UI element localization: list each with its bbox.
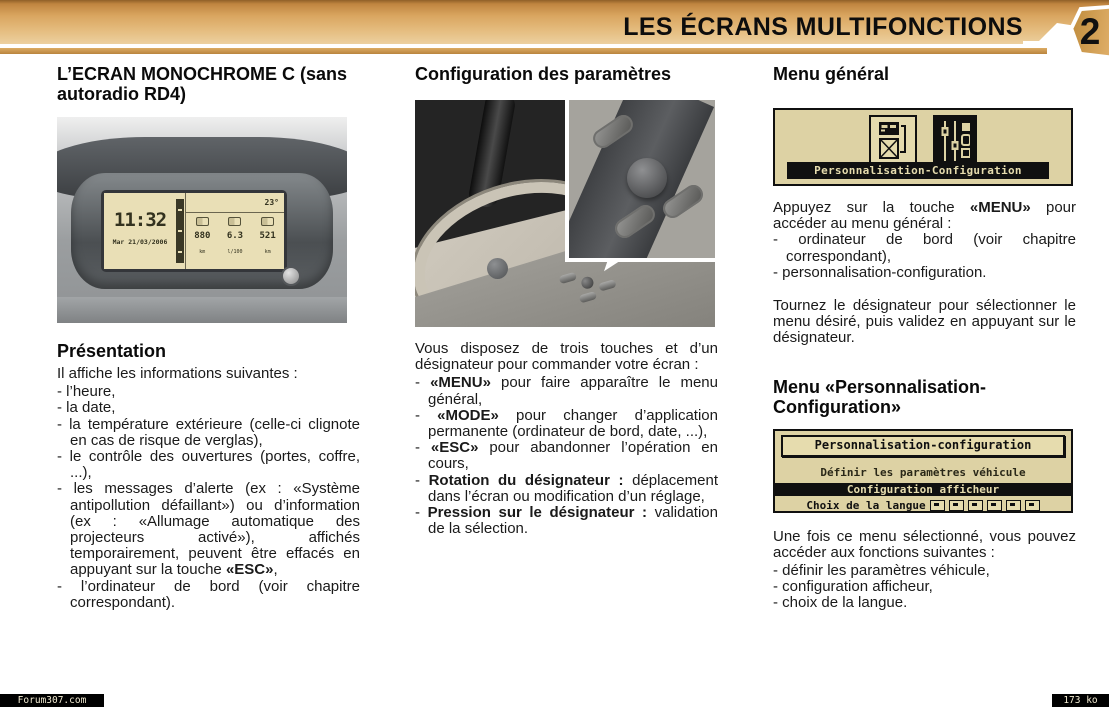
perso-row-vehicle-params: Définir les paramètres véhicule	[820, 465, 1026, 479]
controls-inset-zoom	[565, 100, 715, 262]
controls-list	[415, 375, 718, 537]
language-flag-icon	[949, 500, 964, 511]
menu-general-screen	[773, 108, 1073, 186]
designator-knob-small	[580, 275, 595, 290]
presentation-heading: Présentation	[57, 341, 167, 361]
lcd-time: 11:32	[113, 209, 167, 232]
consumption-unit: l/100	[227, 249, 243, 256]
lcd-time-block	[104, 193, 176, 269]
presentation-intro: Il affiche les informations suivantes :	[57, 365, 298, 382]
fuel-range-icon	[196, 217, 209, 226]
consumption-value: 6.3	[226, 231, 244, 242]
distance-unit: km	[264, 249, 271, 256]
selected-menu-label: Personnalisation-Configuration	[787, 162, 1049, 179]
esc-button	[598, 279, 617, 291]
distance-value: 521	[259, 231, 276, 242]
chapter-number-badge	[1069, 5, 1109, 59]
designator-para: Tournez le désignateur pour sélectionner le menu désiré, puis validez en appuyant sur le désignateur.	[773, 297, 1076, 347]
watermark-site: Forum307.com	[0, 694, 104, 707]
perso-functions-list	[773, 563, 1076, 612]
lcd-menu-bar	[176, 199, 184, 263]
page-title: LES ÉCRANS MULTIFONCTIONS	[623, 13, 1023, 41]
column2-title: Configuration des paramètres	[415, 64, 672, 84]
list-item: - définir les paramètres véhicule,	[773, 563, 1076, 579]
lcd-trip-icons	[186, 217, 284, 226]
display-binnacle	[71, 173, 333, 289]
consumption-icon	[228, 217, 241, 226]
language-flag-icon	[968, 500, 983, 511]
column-configuration	[415, 64, 718, 537]
lcd-date: Mar 21/03/2006	[112, 237, 168, 246]
perso-screen-title: Personnalisation-configuration	[781, 435, 1065, 457]
list-item: - les messages d’alerte (ex : «Système antipollution défaillant») ou d’information (ex : «Allumage automatique des projecteurs activé»), affichés temporairement, peuvent être effacés en appuyant sur la touche «ESC»,	[57, 481, 360, 578]
list-item: - l’heure,	[57, 384, 360, 400]
column1-title: L’ECRAN MONOCHROME C (sans autoradio RD4)	[57, 64, 348, 104]
list-item: - Rotation du désignateur : déplacement dans l’écran ou modification d’un réglage,	[415, 473, 718, 505]
display-button	[281, 266, 301, 286]
list-item: - le contrôle des ouvertures (portes, coffre, ...),	[57, 449, 360, 481]
menu-perso-heading: Menu «Personnalisation-Configuration»	[773, 376, 987, 417]
dashboard-display-photo	[57, 117, 347, 323]
display-info-list	[57, 384, 360, 611]
language-flag-icon	[987, 500, 1002, 511]
distance-icon	[261, 217, 274, 226]
perso-row-display-config-selected: Configuration afficheur	[775, 483, 1071, 496]
list-item: - «MENU» pour faire apparaître le menu général,	[415, 375, 718, 407]
console-round-button	[487, 258, 508, 279]
list-item: - personnalisation-configuration.	[773, 265, 1076, 281]
list-item: - configuration afficheur,	[773, 579, 1076, 595]
list-item: - ordinateur de bord (voir chapitre correspondant),	[773, 232, 1076, 264]
menu-general-list	[773, 232, 1076, 281]
language-flag-icon	[930, 500, 945, 511]
language-flag-icon	[1006, 500, 1021, 511]
monochrome-screen	[101, 190, 287, 272]
designator-knob	[627, 158, 667, 198]
menu-icons-row	[775, 110, 1071, 167]
perso-config-screen	[773, 429, 1073, 513]
mode-button	[579, 291, 598, 303]
list-item: - choix de la langue.	[773, 595, 1076, 611]
column-menus	[773, 64, 1076, 612]
range-value: 880	[194, 231, 211, 242]
lcd-trip-block	[185, 193, 284, 269]
list-item: - Pression sur le désignateur : validation de la sélection.	[415, 505, 718, 537]
lcd-content	[104, 193, 284, 269]
perso-row-language: Choix de la langue	[775, 498, 1071, 514]
console-controls-photo	[415, 100, 715, 327]
dashboard-sill	[57, 297, 347, 323]
range-unit: km	[199, 249, 206, 256]
language-flag-icon	[1025, 500, 1040, 511]
chapter-number: 2	[1079, 11, 1101, 52]
lcd-temperature: 23°	[186, 193, 284, 213]
column-monochrome-screen	[57, 64, 360, 611]
header-divider-gold	[0, 48, 1047, 54]
page-header	[0, 0, 1109, 44]
trip-computer-icon	[869, 115, 917, 167]
list-item: - «ESC» pour abandonner l’opération en cours,	[415, 440, 718, 472]
configuration-intro: Vous disposez de trois touches et d’un désignateur pour commander votre écran :	[415, 340, 718, 374]
list-item: - la date,	[57, 400, 360, 416]
list-item: - la température extérieure (celle-ci clignote en cas de risque de verglas),	[57, 417, 360, 449]
lcd-trip-values	[186, 228, 284, 260]
settings-sliders-icon	[933, 115, 977, 167]
list-item: - l’ordinateur de bord (voir chapitre correspondant).	[57, 579, 360, 611]
menu-general-heading: Menu général	[773, 64, 890, 84]
perso-functions-intro: Une fois ce menu sélectionné, vous pouvez accéder aux fonctions suivantes :	[773, 527, 1076, 561]
list-item: - «MODE» pour changer d’application permanente (ordinateur de bord, date, ...),	[415, 408, 718, 440]
menu-general-para: Appuyez sur la touche «MENU» pour accéder au menu général :	[773, 199, 1076, 233]
file-size-stamp: 173 ko	[1052, 694, 1109, 707]
